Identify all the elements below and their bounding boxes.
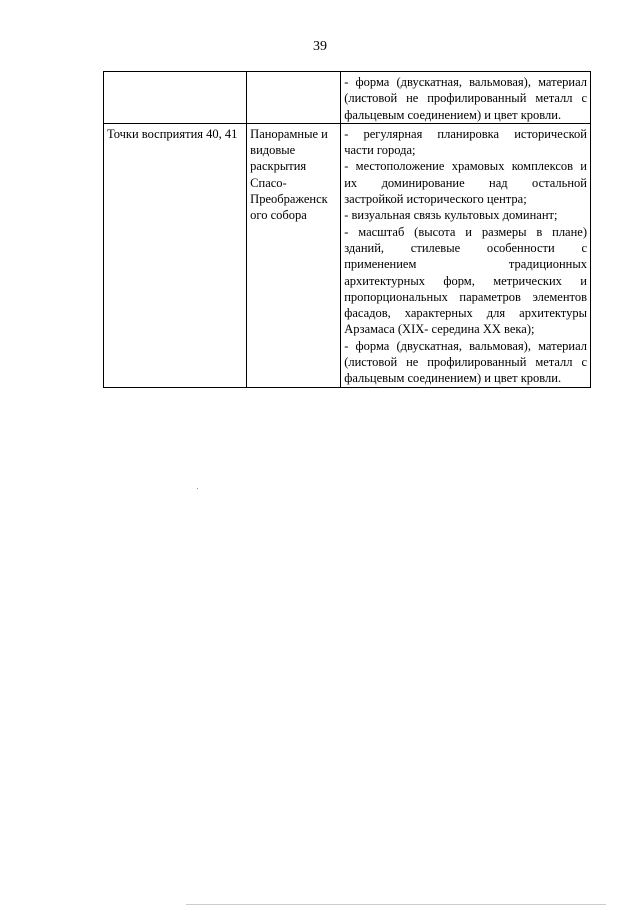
text-line: их доминирование над остальной (344, 175, 587, 190)
text-line: застройкой исторического центра; (344, 192, 527, 207)
text-line: архитектурных форм, метрических и (344, 273, 587, 288)
table-cell-requirements (341, 72, 591, 124)
table-cell-description (247, 72, 341, 124)
text-line: Арзамаса (XIX- середина XX века); (344, 322, 535, 337)
text-line: - регулярная планировка исторической (344, 126, 587, 141)
text-line: части города; (344, 143, 416, 158)
text-line: раскрытия (250, 159, 307, 174)
text-line: - местоположение храмовых комплексов и (344, 159, 587, 174)
text-line: фальцевым соединением) и цвет кровли. (344, 107, 562, 122)
text-line: ого собора (250, 208, 307, 223)
table-cell-object (104, 72, 247, 124)
text-line: зданий, стилевые особенности с (344, 240, 587, 255)
table-cell-object (104, 123, 247, 387)
text-line: фальцевым соединением) и цвет кровли. (344, 371, 562, 386)
text-line: применением традиционных (344, 257, 587, 272)
table-cell-requirements (341, 123, 591, 387)
text-line: - масштаб (высота и размеры в плане) (344, 224, 587, 239)
text-line: Спасо- (250, 175, 287, 190)
text-line: - визуальная связь культовых доминант; (344, 208, 558, 223)
text-line: видовые (250, 143, 296, 158)
text-line: (листовой не профилированный металл с (344, 355, 587, 370)
text-line: Панорамные и (250, 126, 328, 141)
text-line: Точки восприятия 40, 41 (107, 126, 238, 141)
text-line: (листовой не профилированный металл с (344, 91, 587, 106)
table-cell-description (247, 123, 341, 387)
page-number: 39 (313, 39, 327, 54)
document-table (103, 71, 591, 388)
scan-speck (197, 488, 198, 489)
text-line: - форма (двускатная, вальмовая), материал (344, 75, 587, 89)
table-row (104, 72, 591, 124)
text-line: пропорциональных параметров элементов (344, 289, 587, 304)
text-line: - форма (двускатная, вальмовая), материал (344, 338, 587, 353)
text-line: Преображенск (250, 192, 328, 207)
text-line: фасадов, характерных для архитектуры (344, 306, 587, 321)
table-row (104, 123, 591, 387)
